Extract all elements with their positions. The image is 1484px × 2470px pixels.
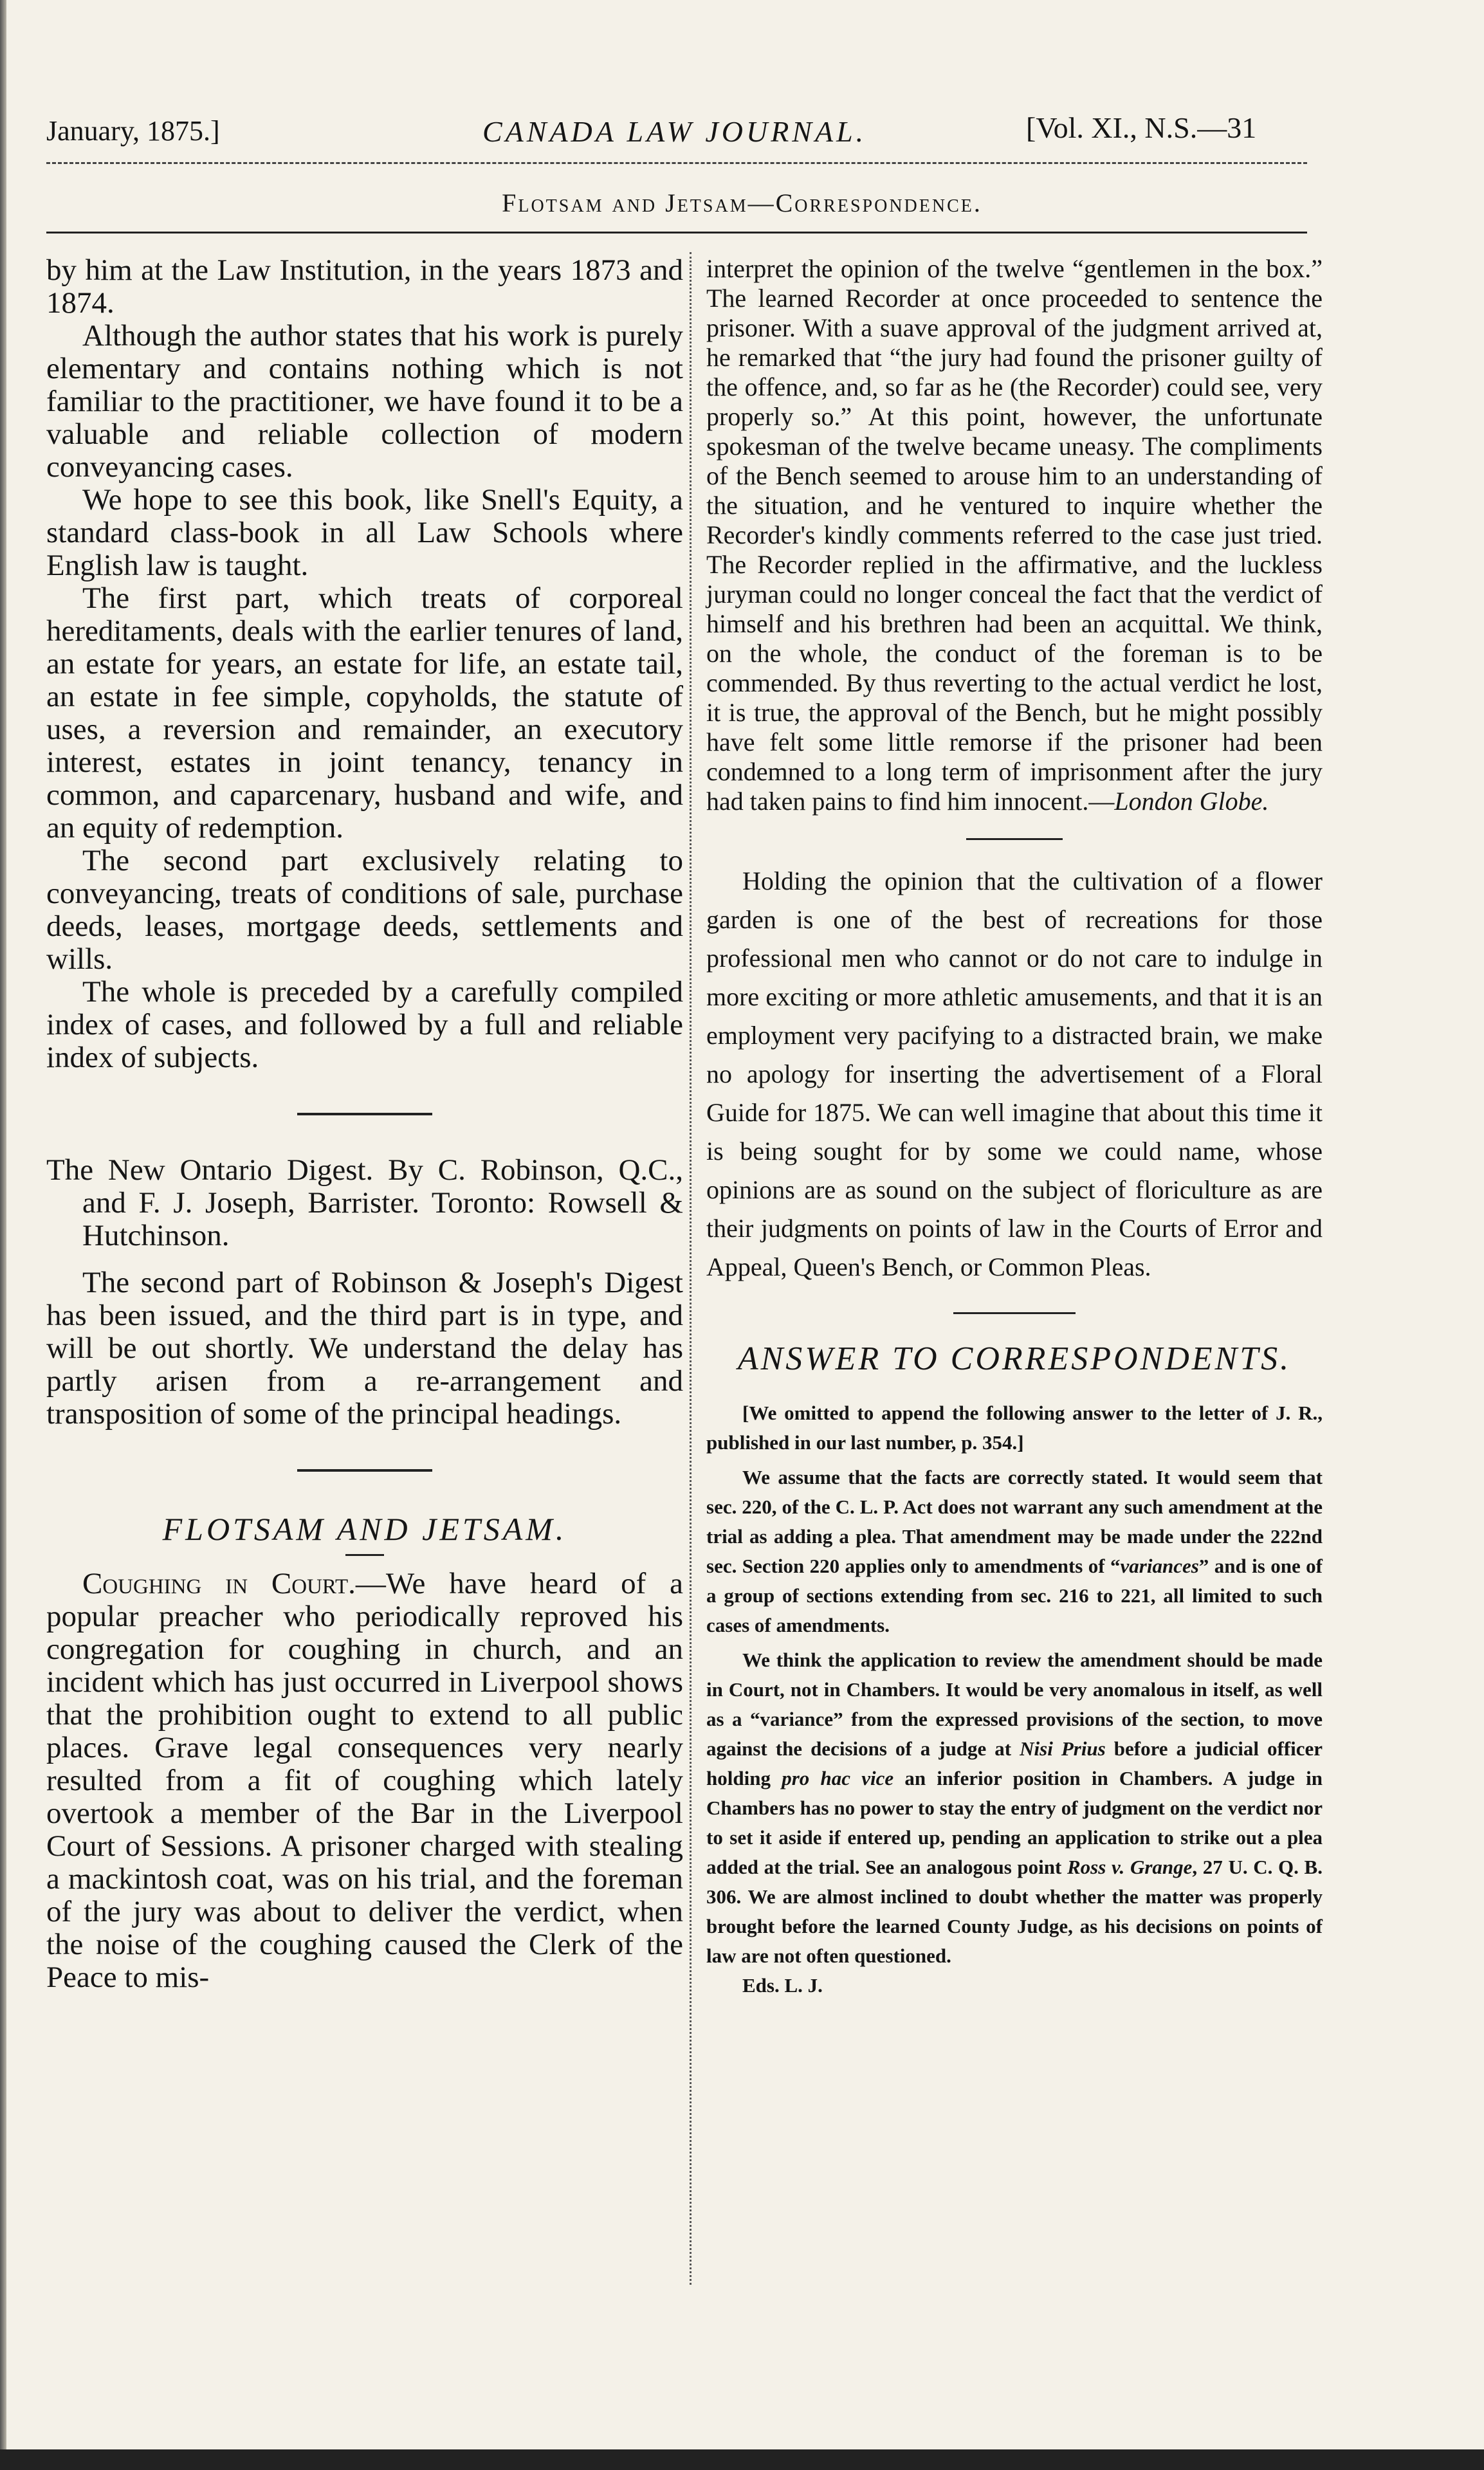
- answer-italic-term: pro hac vice: [782, 1767, 894, 1789]
- coughing-in-court-paragraph: [46, 1568, 683, 1994]
- digest-paragraph: The second part of Robinson & Joseph's Digest has been issued, and the third part is in type, and will be out shortly. We understand the delay has partly arisen from a re-arrangement and transposition of some of the principal headings.: [46, 1266, 683, 1431]
- heading-underline-rule: [345, 1554, 384, 1556]
- right-column: [706, 254, 1323, 2000]
- answer-text: an inferior position in Chambers. A judge in Chambers has no power to stay the entry of judgment on the verdict nor to set it aside if entered up, pending an application to strike out a plea added at the trial. See an analogous point: [706, 1767, 1323, 1878]
- section-heading: Flotsam and Jetsam—Correspondence.: [502, 188, 982, 217]
- header-solid-rule: [46, 232, 1307, 233]
- running-header-date: January, 1875.]: [46, 115, 220, 147]
- answer-text: We think the application to review the amendment should be made in Court, not in Chambers. It would be very anomalous in itself, as well as a “variance” from the expressed provisions of the section, to move against the decisions of a judge at: [706, 1649, 1323, 1760]
- coughing-lead-in: Coughing in Court.: [82, 1567, 356, 1600]
- review-paragraph: The first part, which treats of corporeal hereditaments, deals with the earlier tenures of land, an estate for years, an estate for life, an estate tail, an estate in fee simple, copyholds, the statute of uses, a reversion and remainder, an executory interest, estates in joint tenancy, tenancy in common, and caparcenary, husband and wife, and an equity of redemption.: [46, 581, 683, 845]
- review-paragraph: by him at the Law Institution, in the years 1873 and 1874.: [46, 253, 683, 320]
- running-header-journal-title: CANADA LAW JOURNAL.: [482, 115, 867, 148]
- floral-guide-paragraph: Holding the opinion that the cultivation of a flower garden is one of the best of recreations for those professional men who cannot or do not care to indulge in more exciting or more athletic amusements, and that it is an employment very pacifying to a distracted brain, we make no apology for inserting the advertisement of a Floral Guide for 1875. We can well imagine that about this time it is being sought for by some we could name, whose opinions are as sound on the subject of floriculture as are their judgments on points of law in the Courts of Error and Appeal, Queen's Bench, or Common Pleas.: [706, 866, 1323, 1281]
- section-separator-rule: [966, 838, 1063, 840]
- answer-text: , 27 U. C. Q. B. 306. We are almost inclined to doubt whether the matter was properly brought before the learned County Judge, as his decisions on points of law are not often questioned.: [706, 1856, 1323, 1967]
- coughing-continuation-paragraph: [706, 254, 1323, 816]
- answer-italic-term: variances: [1120, 1555, 1199, 1577]
- answer-italic-term: Nisi Prius: [1020, 1737, 1106, 1760]
- coughing-text: —We have heard of a popular preacher who periodically reproved his congregation for coughing in church, and an incident which has just occurred in Liverpool shows that the prohibition ought to extend to all public places. Grave legal consequences very nearly resulted from a fit of coughing which lately overtook a member of the Bar in the Liverpool Court of Sessions. A prisoner charged with stealing a mackintosh coat, was on his trial, and the foreman of the jury was about to deliver the verdict, when the noise of the coughing caused the Clerk of the Peace to mis-: [46, 1567, 683, 1994]
- answer-text: ” and is one of a group of sections extending from sec. 216 to 221, all limited to such cases of amendments.: [706, 1555, 1323, 1636]
- continuation-text: interpret the opinion of the twelve “gentlemen in the box.” The learned Recorder at once proceeded to sentence the prisoner. With a suave approval of the judgment arrived at, he remarked that “the jury had found the prisoner guilty of the offence, and, so far as he (the Recorder) could see, very properly so.” At this point, however, the unfortunate spokesman of the twelve became uneasy. The compliments of the Bench seemed to arouse him to an understanding of the situation, and he ventured to inquire whether the Recorder's kindly comments referred to the case just tried. The Recorder replied in the affirmative, and the luckless juryman could no longer conceal the fact that the verdict of himself and his brethren had been an acquittal. We think, on the whole, the conduct of the foreman is to be commended. By thus reverting to the actual verdict he lost, it is true, the approval of the Bench, but he might possibly have felt some little remorse if the prisoner had been condemned to a long term of imprisonment after the jury had taken pains to find him innocent.—: [706, 254, 1323, 816]
- scan-left-edge: [0, 0, 6, 2470]
- section-separator-rule: [953, 1312, 1076, 1314]
- answer-text: before a judicial officer holding: [706, 1737, 1323, 1789]
- answer-signature: Eds. L. J.: [742, 1974, 823, 1997]
- section-separator-rule: [297, 1469, 432, 1472]
- left-column: [46, 254, 683, 1994]
- review-paragraph: Although the author states that his work is purely elementary and contains nothing which is not familiar to the practitioner, we have found it to be a valuable and reliable collection of modern conveyancing cases.: [46, 319, 683, 484]
- scan-bottom-edge: [0, 2449, 1484, 2470]
- continuation-source: London Globe.: [1114, 787, 1269, 816]
- header-dashed-rule: [46, 162, 1307, 164]
- section-separator-rule: [297, 1113, 432, 1115]
- flotsam-jetsam-heading: FLOTSAM AND JETSAM.: [162, 1511, 567, 1547]
- column-divider: [690, 252, 692, 2285]
- answer-case-name: Ross v. Grange: [1067, 1856, 1193, 1878]
- running-header-volume-page: [Vol. XI., N.S.—31: [1026, 111, 1257, 144]
- review-paragraph: The second part exclusively relating to conveyancing, treats of conditions of sale, purchase deeds, leases, mortgage deeds, settlements and wills.: [46, 844, 683, 976]
- review-paragraph: We hope to see this book, like Snell's Equity, a standard class-book in all Law Schools where English law is taught.: [46, 483, 683, 582]
- answer-editor-note: [We omitted to append the following answer to the letter of J. R., published in our last number, p. 354.]: [706, 1402, 1323, 1454]
- answer-to-correspondents-heading: ANSWER TO CORRESPONDENTS.: [737, 1340, 1292, 1377]
- review-paragraph: The whole is preceded by a carefully compiled index of cases, and followed by a full and reliable index of subjects.: [46, 975, 683, 1074]
- answer-paragraph: [706, 1463, 1323, 1640]
- digest-citation: The New Ontario Digest. By C. Robinson, Q.C., and F. J. Joseph, Barrister. Toronto: Rowsell & Hutchinson.: [46, 1153, 683, 1252]
- answer-paragraph: [706, 1645, 1323, 1971]
- answer-text: We assume that the facts are correctly stated. It would seem that sec. 220, of the C. L. P. Act does not warrant any such amendment at the trial as adding a plea. That amendment may be made under the 222nd sec. Section 220 applies only to amendments of “: [706, 1466, 1323, 1577]
